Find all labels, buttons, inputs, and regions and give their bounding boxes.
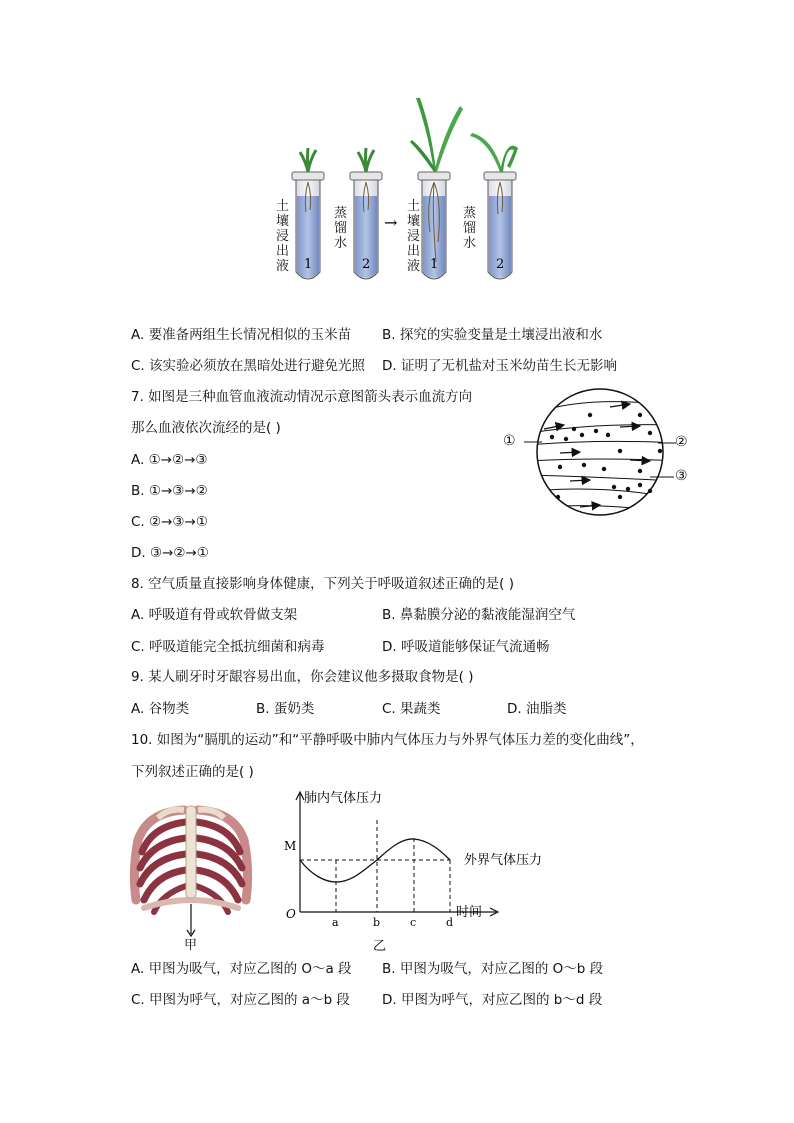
graph-tick-a: a (332, 916, 339, 929)
tube-2-after (470, 133, 518, 279)
q10-option-d[interactable]: D. 甲图为呼气，对应乙图的 b～d 段 (382, 992, 603, 1008)
vessel-label-1: ① (503, 433, 516, 449)
graph-ref-label: 外界气体压力 (464, 853, 543, 868)
growth-arrow: → (384, 213, 398, 232)
q9-stem: 9. 某人刷牙时牙龈容易出血，你会建议他多摄取食物是( ) (131, 669, 474, 685)
fig-jia-label: 甲 (184, 938, 198, 953)
q10-stem-line2: 下列叙述正确的是( ) (131, 764, 254, 780)
q6-option-a[interactable]: A. 要准备两组生长情况相似的玉米苗 (131, 327, 352, 343)
q9-option-a[interactable]: A. 谷物类 (131, 701, 190, 717)
pressure-graph (282, 786, 562, 956)
graph-y-label: 肺内气体压力 (304, 791, 383, 806)
q8-stem: 8. 空气质量直接影响身体健康，下列关于呼吸道叙述正确的是( ) (131, 576, 514, 592)
tube-number-4: 2 (496, 257, 505, 272)
q9-option-c[interactable]: C. 果蔬类 (382, 701, 441, 717)
q9-option-b[interactable]: B. 蛋奶类 (256, 701, 315, 717)
q10-option-a[interactable]: A. 甲图为吸气，对应乙图的 O～a 段 (131, 961, 352, 977)
graph-caption: 乙 (373, 939, 387, 954)
tube-number-3: 1 (430, 257, 439, 272)
vessel-label-2: ② (675, 434, 688, 450)
q6-option-c[interactable]: C. 该实验必须放在黑暗处进行避免光照 (131, 358, 366, 374)
q7-option-c[interactable]: C. ②→③→① (131, 514, 208, 530)
pressure-graph-svg (282, 786, 562, 956)
blood-vessel-figure (500, 385, 700, 520)
q8-option-d[interactable]: D. 呼吸道能够保证气流通畅 (382, 639, 550, 655)
q7-stem-line2: 那么血液依次流经的是( ) (131, 420, 281, 436)
q9-option-d[interactable]: D. 油脂类 (507, 701, 567, 717)
q7-stem-line1: 7. 如图是三种血管血液流动情况示意图箭头表示血流方向 (131, 389, 473, 405)
ribcage-figure (128, 800, 258, 953)
tube-label-soil-2: 土壤浸出液 (406, 199, 420, 274)
graph-tick-c: c (410, 916, 417, 929)
q8-option-c[interactable]: C. 呼吸道能完全抵抗细菌和病毒 (131, 639, 325, 655)
q10-option-b[interactable]: B. 甲图为吸气，对应乙图的 O～b 段 (382, 961, 604, 977)
ribcage-svg (128, 800, 258, 950)
q8-option-b[interactable]: B. 鼻黏膜分泌的黏液能湿润空气 (382, 607, 576, 623)
q8-option-a[interactable]: A. 呼吸道有骨或软骨做支架 (131, 607, 298, 623)
graph-origin: O (286, 907, 296, 921)
graph-tick-b: b (373, 916, 381, 929)
tube-label-water-2: 蒸馏水 (462, 206, 476, 251)
tube-number-2: 2 (362, 257, 371, 272)
seedling-figure (260, 92, 540, 292)
graph-tick-d: d (446, 916, 454, 929)
seedling-tubes-svg (260, 92, 540, 292)
tube-label-soil-1: 土壤浸出液 (275, 199, 289, 274)
q7-option-a[interactable]: A. ①→②→③ (131, 452, 208, 468)
tube-number-1: 1 (304, 257, 313, 272)
vessel-label-3: ③ (675, 468, 688, 484)
q7-option-b[interactable]: B. ①→③→② (131, 483, 208, 499)
q6-option-b[interactable]: B. 探究的实验变量是土壤浸出液和水 (382, 327, 603, 343)
q10-stem-line1: 10. 如图为“膈肌的运动”和“平静呼吸中肺内气体压力与外界气体压力差的变化曲线”， (131, 732, 644, 748)
q10-option-c[interactable]: C. 甲图为呼气，对应乙图的 a～b 段 (131, 992, 350, 1008)
tube-label-water-1: 蒸馏水 (333, 206, 347, 251)
blood-vessel-svg (500, 385, 700, 520)
q7-option-d[interactable]: D. ③→②→① (131, 545, 209, 561)
graph-m-label: M (284, 839, 297, 853)
q6-option-d[interactable]: D. 证明了无机盐对玉米幼苗生长无影响 (382, 358, 617, 374)
graph-x-label: 时间 (456, 905, 483, 920)
